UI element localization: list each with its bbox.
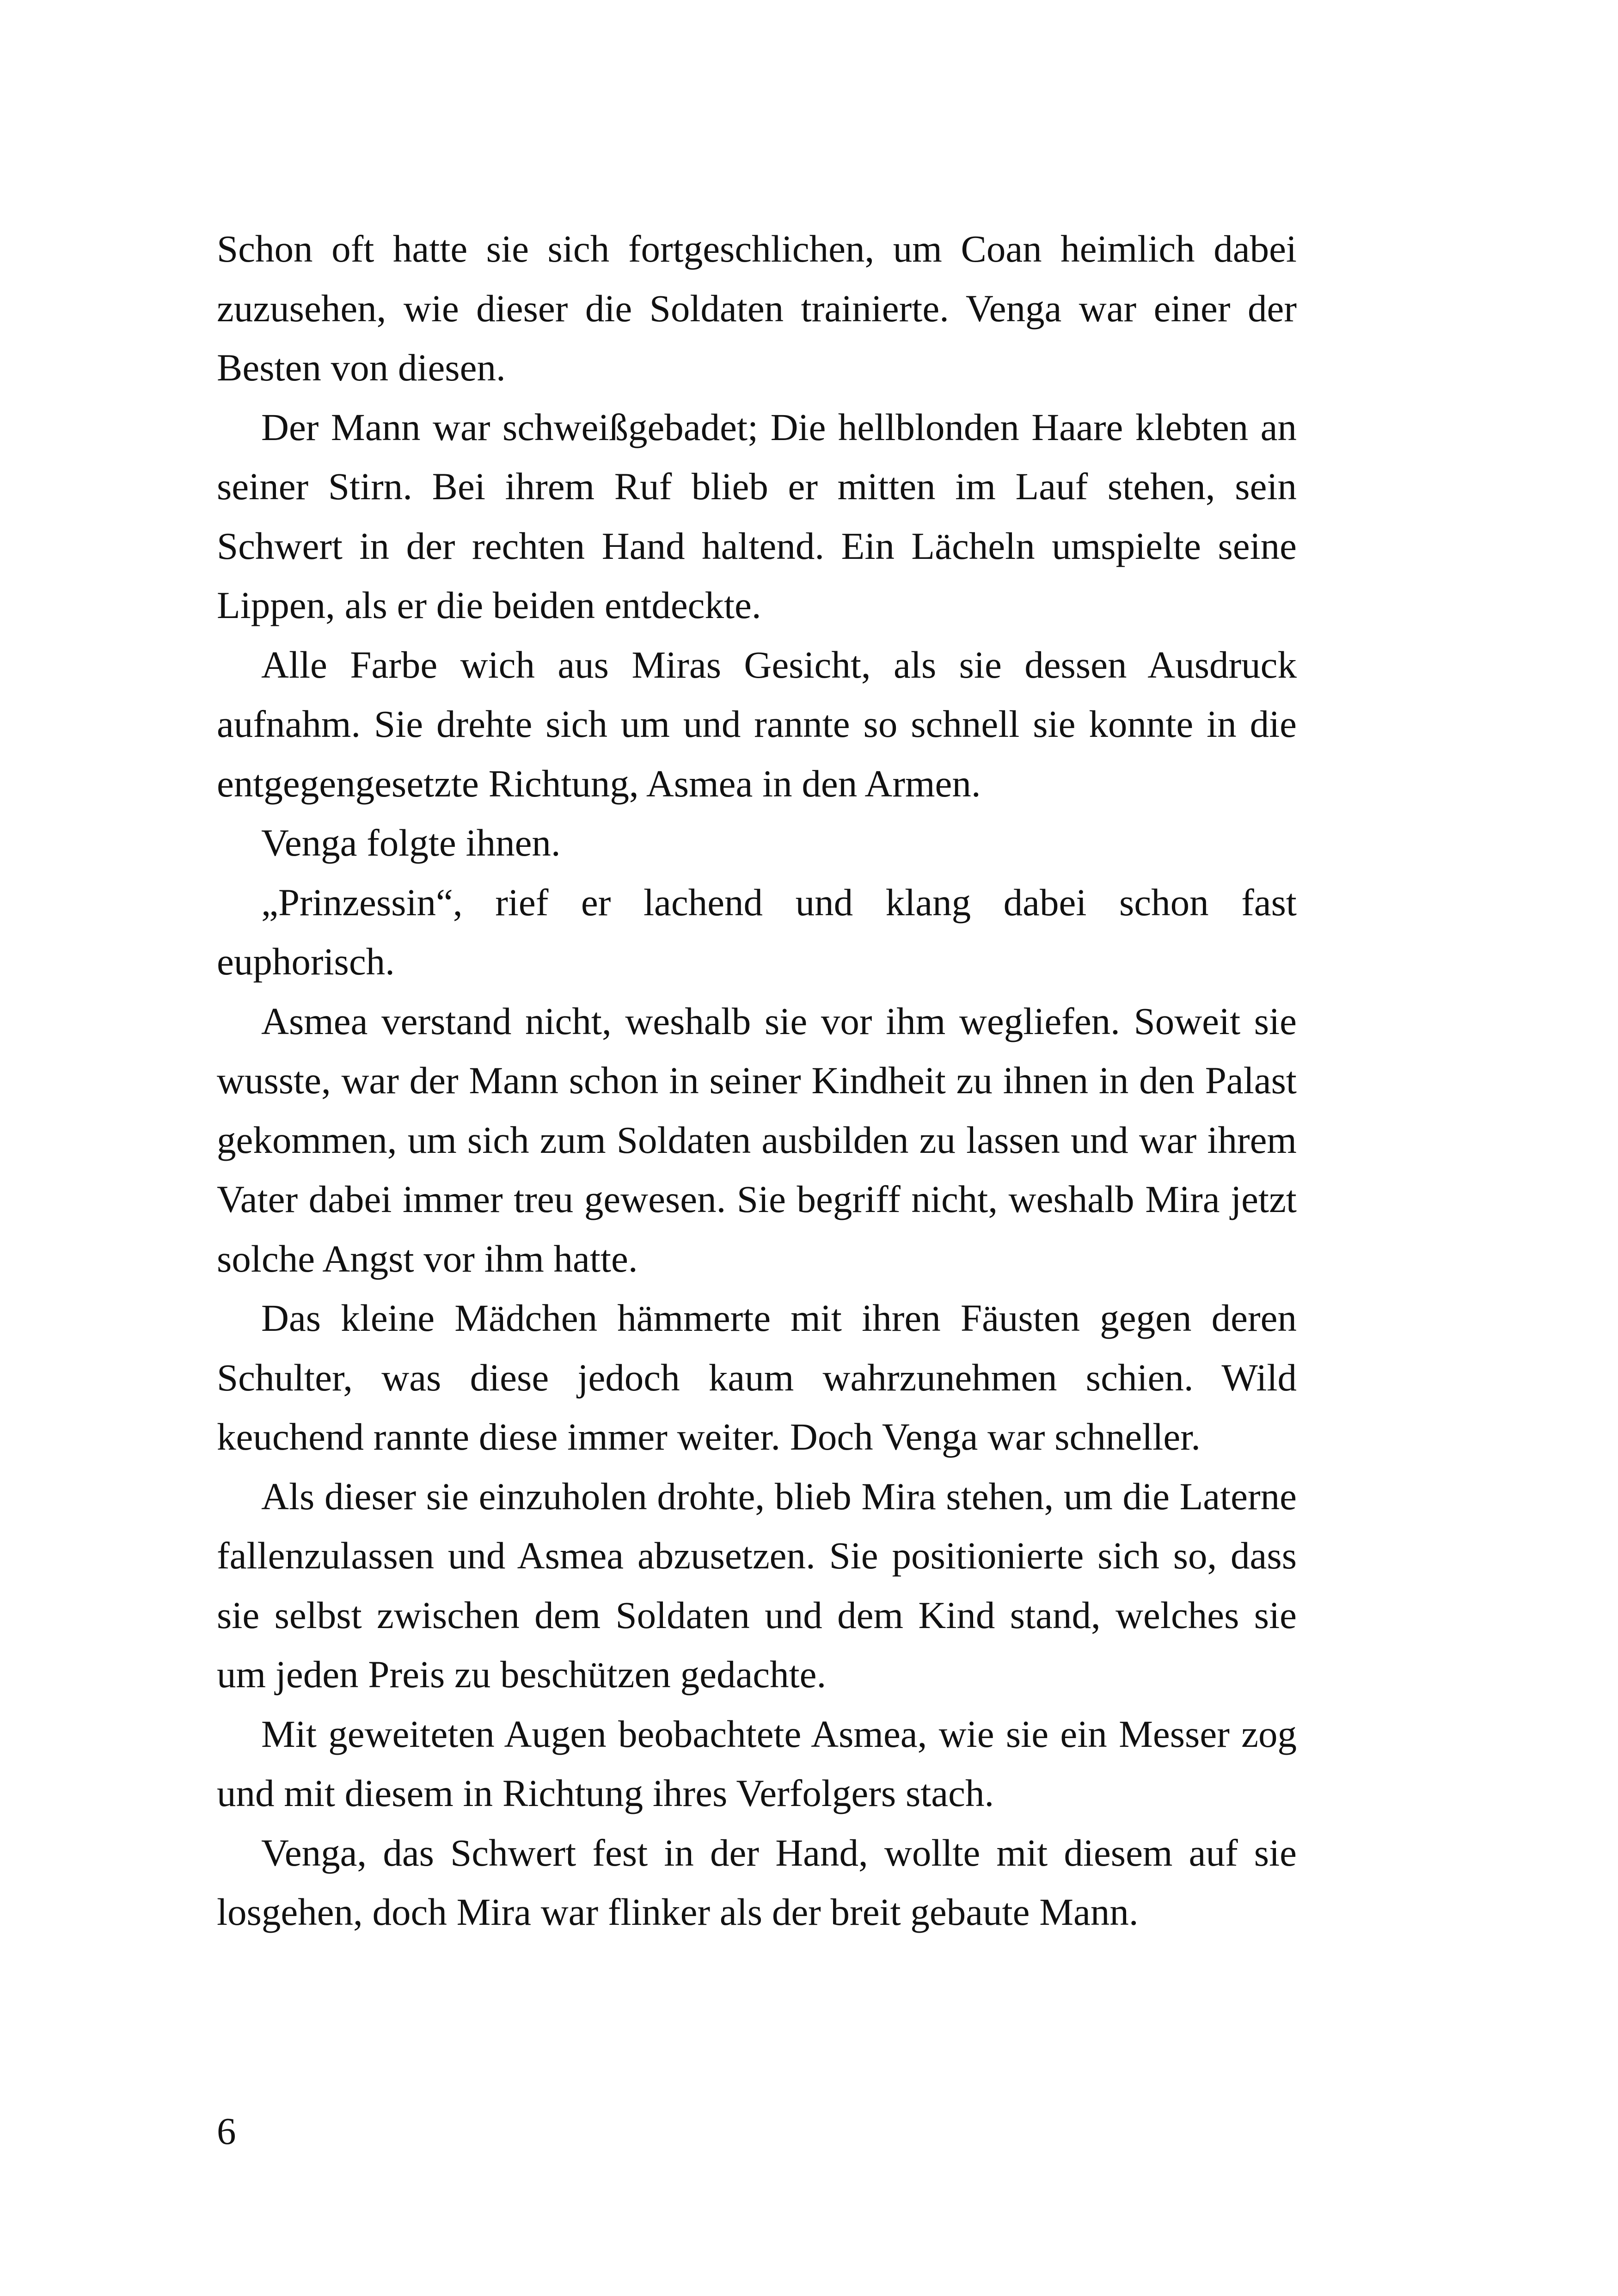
paragraph-7: Das kleine Mädchen hämmerte mit ihren Fäusten gegen deren Schulter, was diese jedoch kaum wahrzunehmen schien. Wild keuchend rannte diese immer weiter. Doch Venga war schneller. [217, 1297, 1297, 1458]
paragraph-5: „Prinzessin“, rief er lachend und klang dabei schon fast euphorisch. [217, 881, 1297, 983]
paragraph-10: Venga, das Schwert fest in der Hand, wollte mit diesem auf sie losgehen, doch Mira war flinker als der breit gebaute Mann. [217, 1831, 1297, 1933]
paragraph-1: Schon oft hatte sie sich fortgeschlichen, um Coan heimlich dabei zuzusehen, wie dieser die Soldaten trainierte. Venga war einer der Besten von diesen. [217, 227, 1297, 389]
paragraph-2: Der Mann war schweißgebadet; Die hellblonden Haare klebten an seiner Stirn. Bei ihrem Ruf blieb er mitten im Lauf stehen, sein Schwert in der rechten Hand haltend. Ein Lächeln umspielte seine Lippen, als er die beiden entdeckte. [217, 405, 1297, 626]
paragraph-6: Asmea verstand nicht, weshalb sie vor ihm wegliefen. Soweit sie wusste, war der Mann schon in seiner Kindheit zu ihnen in den Palast gekommen, um sich zum Soldaten ausbilden zu lassen und war ihrem Vater dabei immer treu gewesen. Sie begriff nicht, weshalb Mira jetzt solche Angst vor ihm hatte. [217, 999, 1297, 1280]
page-number: 6 [217, 2110, 236, 2152]
paragraph-8: Als dieser sie einzuholen drohte, blieb Mira stehen, um die Laterne fallenzulassen und Asmea abzusetzen. Sie positionierte sich so, dass sie selbst zwischen dem Soldaten und dem Kind stand, welches sie um jeden Preis zu beschützen gedachte. [217, 1475, 1297, 1696]
paragraph-4: Venga folgte ihnen. [261, 821, 561, 864]
paragraph-3: Alle Farbe wich aus Miras Gesicht, als sie dessen Ausdruck aufnahm. Sie drehte sich um und rannte so schnell sie konnte in die entgegengesetzte Richtung, Asmea in den Armen. [217, 643, 1297, 805]
body-text [217, 219, 1297, 1942]
paragraph-9: Mit geweiteten Augen beobachtete Asmea, wie sie ein Messer zog und mit diesem in Richtung ihres Verfolgers stach. [217, 1712, 1297, 1814]
